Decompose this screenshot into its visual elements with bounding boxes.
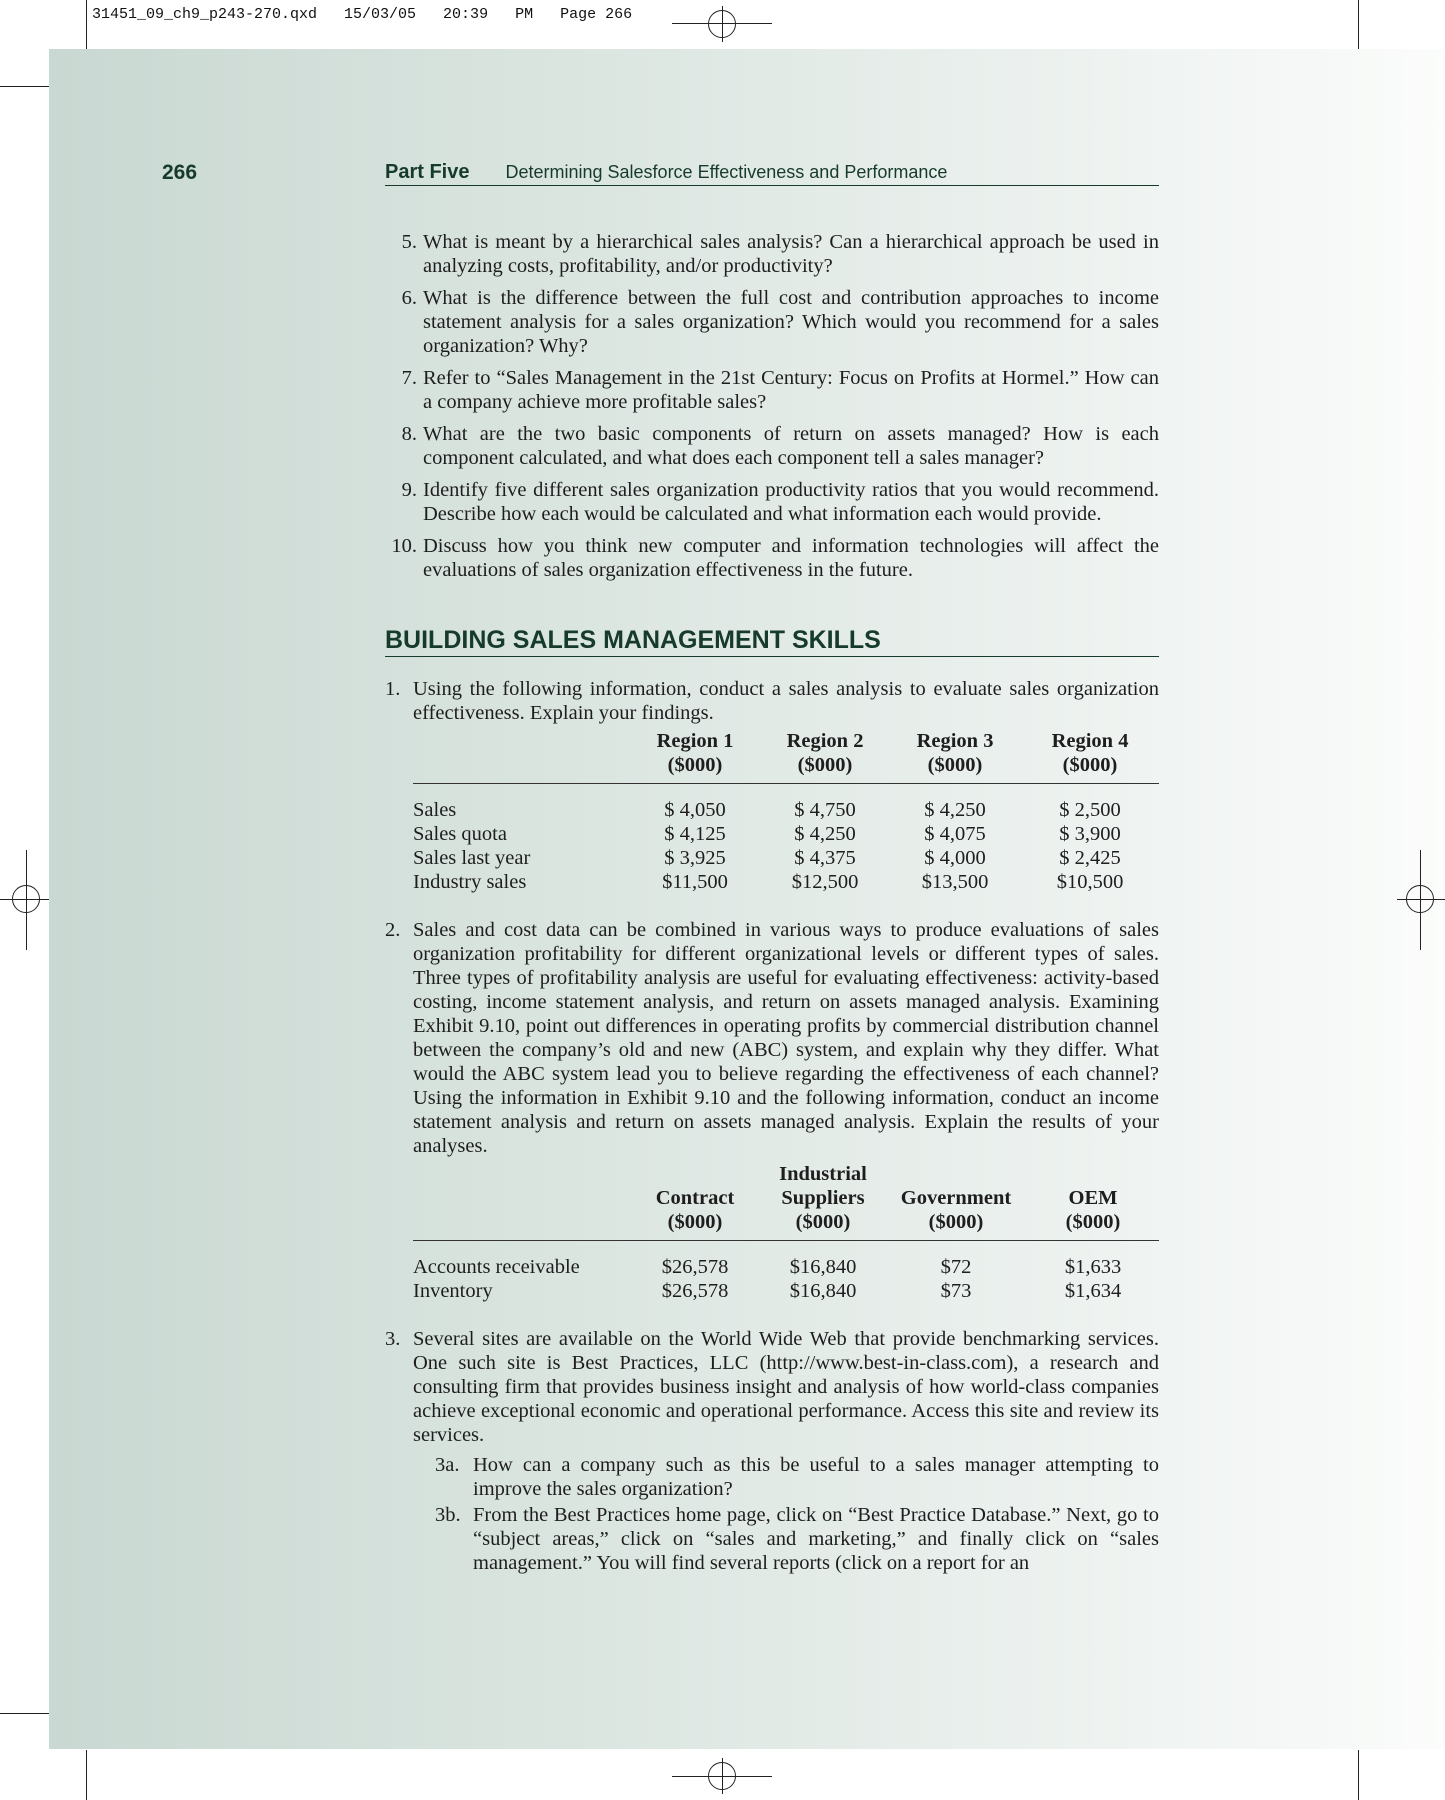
skill-item-1: 1. Using the following information, conduct a sales analysis to evaluate sales organization effectiveness. Explain your findings. Region 1 ($000) Region 2 ($000) Region 3 ($000) Region 4 ($000) Sales $ 4,050 $ 4,750 $ 4,250 $ 2,500 Sales quota $ 4,125 $ 4,250 $ 4,075 $ 3,900 Sales last year $ 3,925 $ 4,375 $ 4,000 $ 2,425 Industry sales $11,500 $12,500 $13,500 $10,500 xyxy=(385,678,1159,893)
crop-mark xyxy=(0,1713,49,1714)
column-header: Region 2 ($000) xyxy=(761,729,889,784)
table-row: Sales quota $ 4,125 $ 4,250 $ 4,075 $ 3,900 xyxy=(413,823,1121,845)
column-header: Industrial Suppliers ($000) xyxy=(761,1162,885,1241)
printer-slug: 31451_09_ch9_p243-270.qxd 15/03/05 20:39 PM Page 266 xyxy=(92,6,633,23)
question-8: 8. What are the two basic components of return on assets managed? How is each component calculated, and what does each component tell a sales manager? xyxy=(401,423,1159,469)
crop-mark xyxy=(86,0,87,49)
question-7: 7. Refer to “Sales Management in the 21st Century: Focus on Profits at Hormel.” How can a company achieve more profitable sales? xyxy=(401,367,1159,413)
crop-mark xyxy=(86,1750,87,1800)
column-header: Region 3 ($000) xyxy=(889,729,1021,784)
registration-mark-icon xyxy=(1406,885,1434,913)
crop-mark xyxy=(0,86,49,87)
region-sales-table xyxy=(413,729,1159,894)
chapter-title: Determining Salesforce Effectiveness and Performance xyxy=(505,162,948,182)
table-row: Accounts receivable $26,578 $16,840 $72 $1,633 xyxy=(413,1256,1122,1278)
table-row: Inventory $26,578 $16,840 $73 $1,634 xyxy=(413,1280,1122,1302)
running-header xyxy=(385,161,947,184)
column-header: OEM ($000) xyxy=(1027,1162,1159,1241)
table-row: Sales last year $ 3,925 $ 4,375 $ 4,000 $ 2,425 xyxy=(413,847,1121,869)
registration-mark-icon xyxy=(708,10,736,38)
question-10: 10. Discuss how you think new computer and information technologies will affect the evaluations of sales organization effectiveness in the future. xyxy=(391,535,1159,581)
table-row: Sales $ 4,050 $ 4,750 $ 4,250 $ 2,500 xyxy=(413,799,1121,821)
skill-item-3: 3. Several sites are available on the World Wide Web that provide benchmarking services. One such site is Best Practices, LLC (http://www.best-in-class.com), a research and consulting firm that provides business insight and analysis of how world-class companies achieve exceptional economic and operational performance. Access this site and review its services. xyxy=(385,1328,1159,1446)
part-label: Part Five xyxy=(385,161,470,183)
channel-assets-table xyxy=(413,1162,1159,1303)
skill-item-3a: 3a. How can a company such as this be useful to a sales manager attempting to improve the sales organization? xyxy=(435,1454,1159,1500)
page-content xyxy=(385,230,1159,1575)
registration-mark-icon xyxy=(12,885,40,913)
registration-mark-icon xyxy=(708,1762,736,1790)
question-5: 5. What is meant by a hierarchical sales analysis? Can a hierarchical approach be used in analyzing costs, profitability, and/or productivity? xyxy=(401,231,1159,277)
column-header: Region 4 ($000) xyxy=(1021,729,1159,784)
column-header: Contract ($000) xyxy=(629,1162,761,1241)
column-header: Region 1 ($000) xyxy=(629,729,761,784)
question-9: 9. Identify five different sales organization productivity ratios that you would recommend. Describe how each would be calculated and what information each would provide. xyxy=(401,479,1159,525)
table-row: Industry sales $11,500 $12,500 $13,500 $10,500 xyxy=(413,871,1124,893)
skill-item-2: 2. Sales and cost data can be combined in various ways to produce evaluations of sales organization profitability for different organizational levels or different types of sales. Three types of profitability analysis are useful for evaluating effectiveness: activity-based costing, income statement analysis, and return on assets managed analysis. Examining Exhibit 9.10, point out differences in operating profits by commercial distribution channel between the company’s old and new (ABC) system, and explain why they differ. What would the ABC system lead you to believe regarding the effectiveness of each channel? Using the information in Exhibit 9.10 and the following information, conduct an income statement analysis and return on assets managed analysis. Explain the results of your analyses. Contract ($000) Industrial Suppliers ($000) Government ($000) OEM ($000) Accounts receivable $26,578 $16,840 $72 $1,633 Inventory $26,578 $16,840 $73 $1,634 xyxy=(385,919,1159,1302)
crop-mark xyxy=(1358,1750,1359,1800)
page-number: 266 xyxy=(162,161,198,184)
column-header: Government ($000) xyxy=(885,1162,1027,1241)
question-6: 6. What is the difference between the full cost and contribution approaches to income statement analysis for a sales organization? Which would you recommend for a sales organization? Why? xyxy=(401,287,1159,357)
section-heading: BUILDING SALES MANAGEMENT SKILLS xyxy=(385,628,1159,657)
crop-mark xyxy=(1358,0,1359,49)
header-rule xyxy=(385,185,1159,186)
skill-item-3b: 3b. From the Best Practices home page, click on “Best Practice Database.” Next, go to “subject areas,” click on “sales and marketing,” and finally click on “sales management.” You will find several reports (click on a report for an xyxy=(435,1504,1159,1574)
